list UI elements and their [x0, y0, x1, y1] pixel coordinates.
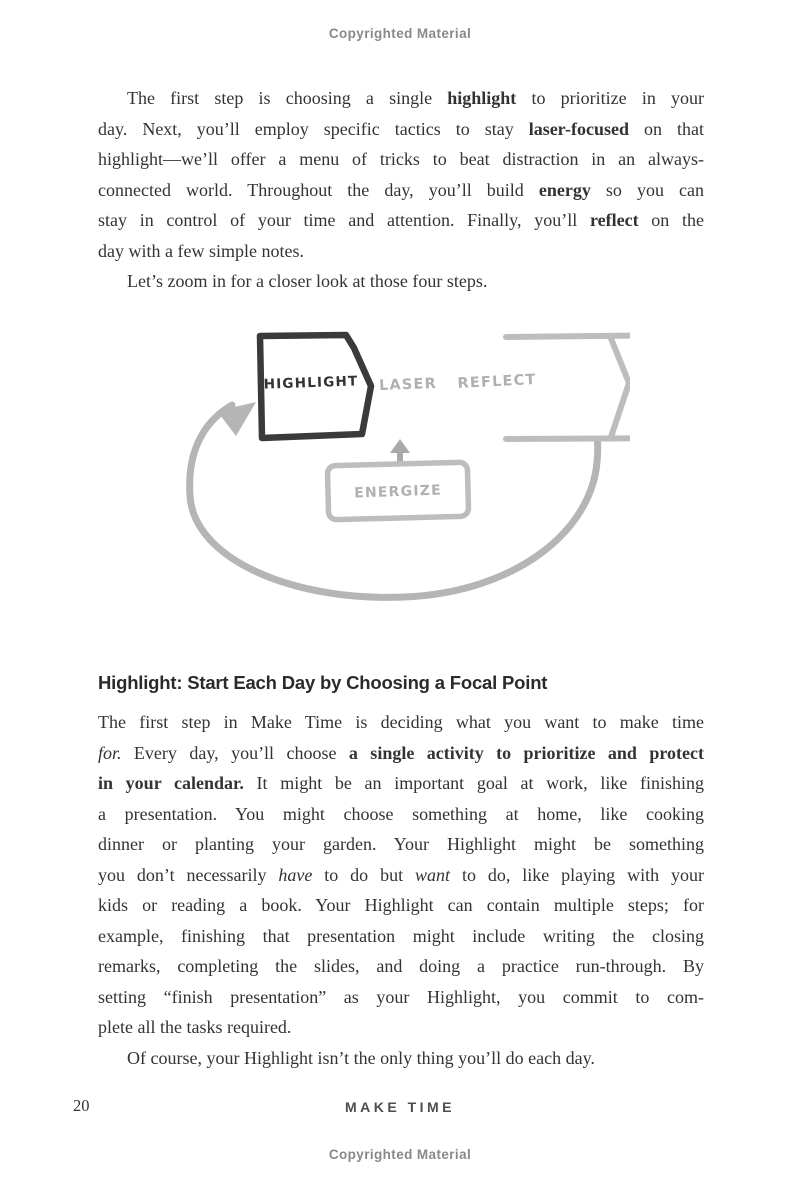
text-line: plete all the tasks required.	[98, 1017, 292, 1037]
text-line: Let’s zoom in for a closer look at those four steps.	[127, 271, 488, 291]
text-line: highlight—we’ll offer a menu of tricks to beat distraction in an always-	[98, 149, 704, 169]
text-line: dinner or planting your garden. Your Highlight might be something	[98, 834, 704, 854]
copyright-notice-top: Copyrighted Material	[328, 26, 472, 41]
text-line: for. Every day, you’ll choose a single activity to prioritize and protect	[98, 742, 705, 763]
page-number: 20	[73, 1096, 90, 1115]
intro-paragraphs	[98, 83, 704, 297]
highlight-section-paragraphs	[98, 707, 704, 1073]
text-line: you don’t necessarily have to do but want to do, like playing with your	[98, 864, 704, 885]
running-footer-book-title: MAKE TIME	[344, 1099, 456, 1115]
make-time-loop-diagram	[170, 310, 630, 620]
text-line: a presentation. You might choose something at home, like cooking	[98, 803, 704, 824]
copyright-notice-bottom: Copyrighted Material	[328, 1147, 472, 1162]
step-label-highlight: HIGHLIGHT	[263, 373, 359, 393]
step-label-laser: LASER	[378, 375, 438, 395]
text-line: day. Next, you’ll employ specific tactics to stay laser-focused on that	[98, 118, 704, 139]
text-line: The first step in Make Time is deciding what you want to make time	[98, 712, 704, 732]
step-label-reflect: REFLECT	[457, 371, 537, 393]
text-line: in your calendar. It might be an important goal at work, like finishing	[98, 773, 704, 793]
text-line: remarks, completing the slides, and doing a practice run-through. By	[98, 956, 704, 976]
text-line: day with a few simple notes.	[98, 240, 304, 261]
section-heading: Highlight: Start Each Day by Choosing a Focal Point	[98, 672, 548, 693]
text-line: stay in control of your time and attention. Finally, you’ll reflect on the	[98, 210, 705, 230]
text-line: kids or reading a book. Your Highlight can contain multiple steps; for	[98, 895, 704, 915]
energize-arrowhead-icon	[390, 439, 410, 453]
text-line: connected world. Throughout the day, you’ll build energy so you can	[98, 179, 704, 200]
text-line: The first step is choosing a single highlight to prioritize in your	[127, 88, 705, 108]
text-line: setting “finish presentation” as your Highlight, you commit to com-	[98, 986, 704, 1007]
text-line: Of course, your Highlight isn’t the only thing you’ll do each day.	[127, 1047, 595, 1068]
energize-label: ENERGIZE	[353, 482, 443, 502]
text-line: example, finishing that presentation might include writing the closing	[98, 925, 704, 946]
